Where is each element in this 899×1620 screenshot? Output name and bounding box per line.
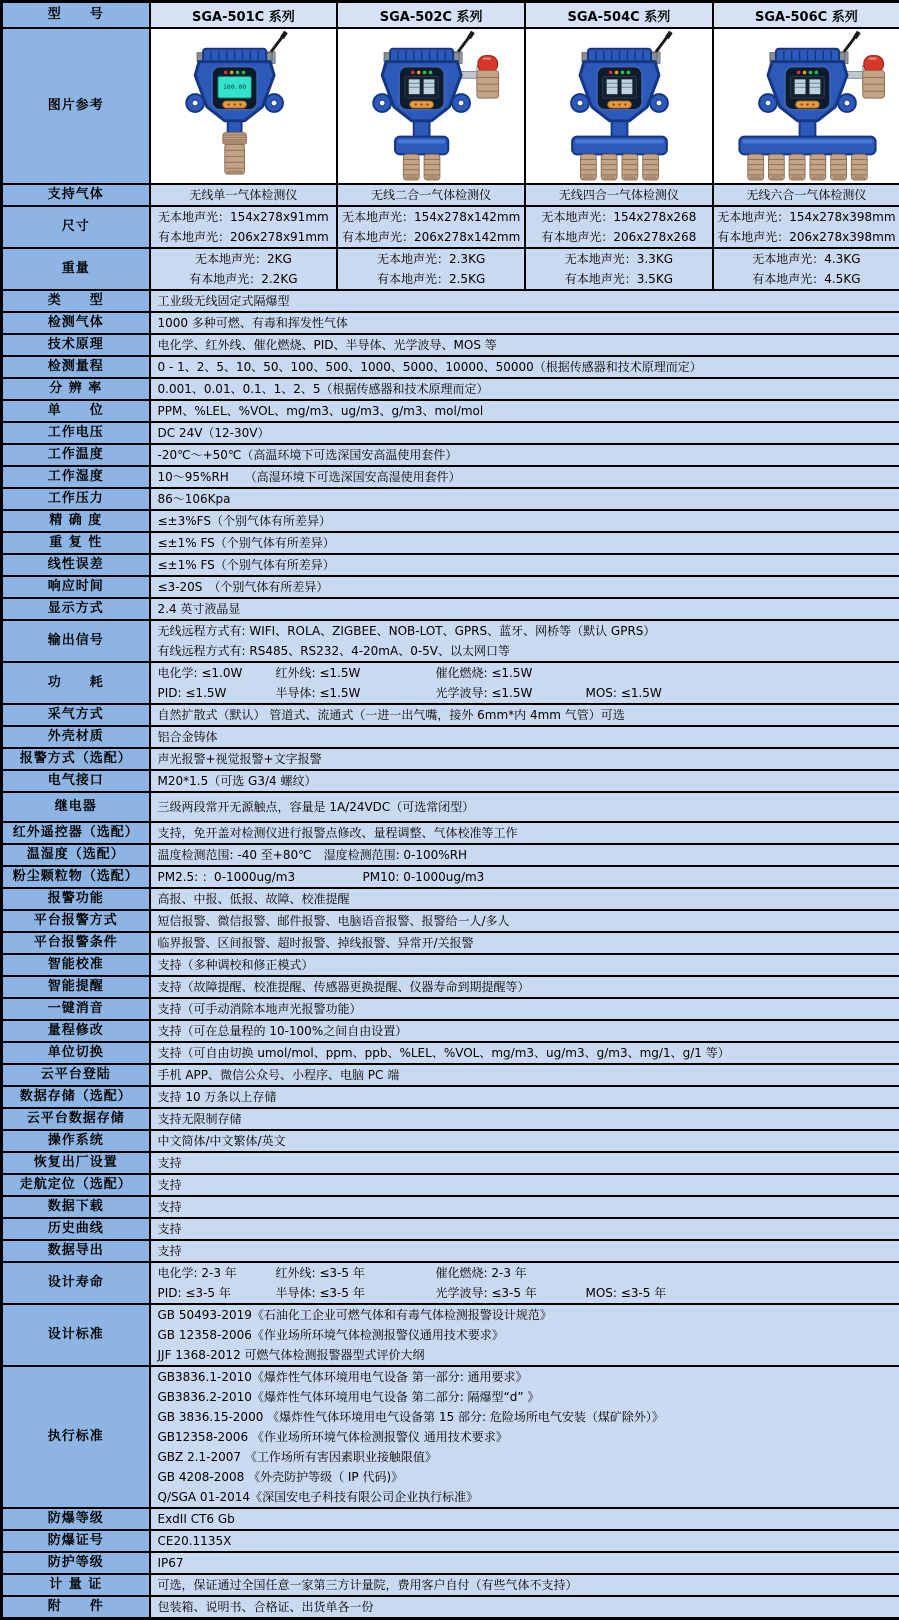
value-line: 支持，免开盖对检测仪进行报警点修改、量程调整、气体校准等工作	[158, 823, 893, 843]
value-segment: 半导体: ≤1.5W	[276, 683, 436, 703]
value-segment: MOS: ≤3-5 年	[586, 1283, 667, 1303]
row-value	[150, 1366, 899, 1508]
weight-row-value	[337, 248, 525, 290]
value-line: 有本地声光：206x278x91mm	[153, 227, 335, 247]
row-label: 图片参考	[2, 28, 150, 184]
value-line: PPM、%LEL、%VOL、mg/m3、ug/m3、g/m3、mol/mol	[158, 401, 893, 421]
row-label: 分 辨 率	[2, 378, 150, 400]
row-label: 云平台登陆	[2, 1064, 150, 1086]
row-label: 云平台数据存储	[2, 1108, 150, 1130]
row-label: 单位切换	[2, 1042, 150, 1064]
table-row	[2, 844, 899, 866]
support-gas-value	[337, 184, 525, 206]
value-line: 支持无限制存储	[158, 1109, 893, 1129]
row-value	[150, 290, 899, 312]
row-label: 红外遥控器（选配）	[2, 822, 150, 844]
row-label: 报警方式（选配）	[2, 748, 150, 770]
value-line: 支持	[158, 1219, 893, 1239]
row-value	[150, 1574, 899, 1596]
alarm-beacon-icon	[845, 56, 884, 98]
row-value	[150, 576, 899, 598]
row-value	[150, 554, 899, 576]
table-row	[2, 726, 899, 748]
row-label: 数据导出	[2, 1240, 150, 1262]
support-gas-value	[713, 184, 899, 206]
value-line: 温度检测范围: -40 至+80℃ 湿度检测范围: 0-100%RH	[158, 845, 893, 865]
row-label: 精 确 度	[2, 510, 150, 532]
row-value	[150, 356, 899, 378]
row-value	[150, 444, 899, 466]
value-line: 高报、中报、低报、故障、校准提醒	[158, 889, 893, 909]
row-value	[150, 1196, 899, 1218]
table-row	[2, 378, 899, 400]
model-header-504c: SGA-504C 系列	[525, 2, 713, 29]
value-line: CE20.1135X	[158, 1531, 893, 1551]
value-line: ≤±1% FS（个别气体有所差异）	[158, 555, 893, 575]
value-line: 支持（多种调校和修正模式）	[158, 955, 893, 975]
value-line: 有本地声光：206x278x268	[528, 227, 710, 247]
value-segment: 电化学: ≤1.0W	[158, 663, 276, 683]
value-line: ≤±3%FS（个别气体有所差异）	[158, 511, 893, 531]
row-value	[150, 726, 899, 748]
value-line: 支持（可自由切换 umol/mol、ppm、ppb、%LEL、%VOL、mg/m3、ug/m3、g/m3、mg/1、g/1 等）	[158, 1043, 893, 1063]
svg-text:100.00: 100.00	[223, 83, 246, 91]
table-row	[2, 400, 899, 422]
row-label: 粉尘颗粒物（选配）	[2, 866, 150, 888]
row-value	[150, 488, 899, 510]
value-line: 支持 10 万条以上存储	[158, 1087, 893, 1107]
value-line: M20*1.5（可选 G3/4 螺纹）	[158, 771, 893, 791]
size-row-value	[713, 206, 899, 248]
value-line: 无本地声光：2.3KG	[340, 249, 522, 269]
row-label: 恢复出厂设置	[2, 1152, 150, 1174]
row-value	[150, 334, 899, 356]
row-label: 执行标准	[2, 1366, 150, 1508]
support-gas-row	[2, 184, 899, 206]
row-value	[150, 844, 899, 866]
value-line: 有本地声光：2.5KG	[340, 269, 522, 289]
table-row	[2, 444, 899, 466]
gas-detector-4in1-icon	[526, 30, 713, 182]
value-line: IP67	[158, 1553, 893, 1573]
value-line: 支持	[158, 1153, 893, 1173]
value-line: 可选，保证通过全国任意一家第三方计量院，费用客户自付（有些气体不支持）	[158, 1575, 893, 1595]
table-row	[2, 792, 899, 822]
table-row	[2, 998, 899, 1020]
table-row	[2, 932, 899, 954]
table-row	[2, 1508, 899, 1530]
table-row	[2, 1020, 899, 1042]
value-line: -20℃～+50℃（高温环境下可选深国安高温使用套件）	[158, 445, 893, 465]
value-line: 无本地声光：154x278x142mm	[340, 207, 522, 227]
row-label: 量程修改	[2, 1020, 150, 1042]
value-segment: PM2.5: ：0-1000ug/m3	[158, 867, 363, 887]
weight-row-value	[150, 248, 338, 290]
row-value	[150, 822, 899, 844]
value-line: 支持（故障提醒、校准提醒、传感器更换提醒、仪器寿命到期提醒等）	[158, 977, 893, 997]
table-row	[2, 1552, 899, 1574]
support-gas-text: 无线二合一气体检测仪	[340, 185, 522, 205]
row-label: 计 量 证	[2, 1574, 150, 1596]
size-row-value	[525, 206, 713, 248]
weight-row-value	[525, 248, 713, 290]
support-gas-text: 无线单一气体检测仪	[153, 185, 335, 205]
table-row	[2, 1574, 899, 1596]
support-gas-value	[525, 184, 713, 206]
row-value	[150, 998, 899, 1020]
value-line: 中文简体/中文繁体/英文	[158, 1131, 893, 1151]
value-segment: 红外线: ≤3-5 年	[276, 1263, 436, 1283]
table-row	[2, 822, 899, 844]
row-label: 附 件	[2, 1596, 150, 1619]
table-row	[2, 1596, 899, 1619]
value-segment: 红外线: ≤1.5W	[276, 663, 436, 683]
row-label: 尺寸	[2, 206, 150, 248]
value-line: 无本地声光：2KG	[153, 249, 335, 269]
row-value	[150, 620, 899, 662]
value-line: DC 24V（12-30V）	[158, 423, 893, 443]
value-segment: MOS: ≤1.5W	[586, 683, 662, 703]
row-value	[150, 1530, 899, 1552]
row-label: 一键消音	[2, 998, 150, 1020]
value-line: 有本地声光：206x278x142mm	[340, 227, 522, 247]
value-line: 2.4 英寸液晶显	[158, 599, 893, 619]
row-label: 工作温度	[2, 444, 150, 466]
row-label: 重 复 性	[2, 532, 150, 554]
row-value	[150, 1174, 899, 1196]
value-line	[158, 683, 893, 703]
value-line: GB3836.1-2010《爆炸性气体环境用电气设备 第一部分: 通用要求》	[158, 1367, 893, 1387]
value-line: GB3836.2-2010《爆炸性气体环境用电气设备 第二部分: 隔爆型“d” 》	[158, 1387, 893, 1407]
row-value	[150, 1240, 899, 1262]
row-label: 平台报警条件	[2, 932, 150, 954]
value-line: 三级两段常开无源触点，容量是 1A/24VDC（可选常闭型）	[158, 797, 893, 817]
table-row	[2, 1196, 899, 1218]
value-line: 支持（可手动消除本地声光报警功能）	[158, 999, 893, 1019]
value-line	[158, 1263, 893, 1283]
header-label: 型 号	[2, 2, 150, 29]
value-line: 无本地声光：4.3KG	[716, 249, 897, 269]
device-image-cell	[713, 28, 899, 184]
gas-detector-2in1-icon	[338, 30, 525, 182]
table-row	[2, 1240, 899, 1262]
row-value	[150, 748, 899, 770]
table-row	[2, 620, 899, 662]
row-value	[150, 1596, 899, 1619]
size-row-value	[150, 206, 338, 248]
table-row	[2, 576, 899, 598]
spec-table-body	[2, 28, 899, 1619]
value-line: 电化学、红外线、催化燃烧、PID、半导体、光学波导、MOS 等	[158, 335, 893, 355]
row-value	[150, 598, 899, 620]
value-line: 0.001、0.01、0.1、1、2、5（根据传感器和技术原理而定）	[158, 379, 893, 399]
row-value	[150, 792, 899, 822]
row-value	[150, 1304, 899, 1366]
row-value	[150, 662, 899, 704]
value-line: 有本地声光：2.2KG	[153, 269, 335, 289]
value-segment: PID: ≤1.5W	[158, 683, 276, 703]
model-header-502c: SGA-502C 系列	[337, 2, 525, 29]
row-label: 设计寿命	[2, 1262, 150, 1304]
table-row	[2, 954, 899, 976]
row-label: 采气方式	[2, 704, 150, 726]
gas-detector-6in1-icon	[714, 30, 899, 182]
table-row	[2, 888, 899, 910]
row-label: 防护等级	[2, 1552, 150, 1574]
row-value	[150, 400, 899, 422]
row-value	[150, 888, 899, 910]
row-value	[150, 932, 899, 954]
row-value	[150, 378, 899, 400]
value-line: 支持	[158, 1175, 893, 1195]
row-value	[150, 704, 899, 726]
table-row	[2, 1366, 899, 1508]
row-label: 温湿度（选配）	[2, 844, 150, 866]
value-line: 无本地声光：154x278x91mm	[153, 207, 335, 227]
table-row	[2, 910, 899, 932]
table-row	[2, 334, 899, 356]
value-line: 无本地声光：154x278x268	[528, 207, 710, 227]
row-label: 支持气体	[2, 184, 150, 206]
value-line: 支持	[158, 1241, 893, 1261]
row-label: 平台报警方式	[2, 910, 150, 932]
table-row	[2, 662, 899, 704]
table-row	[2, 312, 899, 334]
row-label: 数据下载	[2, 1196, 150, 1218]
gas-detector-single-icon	[151, 30, 338, 182]
table-row	[2, 770, 899, 792]
row-value	[150, 1042, 899, 1064]
table-row	[2, 1262, 899, 1304]
row-value	[150, 954, 899, 976]
row-label: 历史曲线	[2, 1218, 150, 1240]
value-line: Q/SGA 01-2014《深国安电子科技有限公司企业执行标准》	[158, 1487, 893, 1507]
value-line: 包装箱、说明书、合格证、出货单各一份	[158, 1597, 893, 1617]
value-line	[158, 1283, 893, 1303]
row-label: 报警功能	[2, 888, 150, 910]
value-line	[158, 867, 893, 887]
value-segment: PID: ≤3-5 年	[158, 1283, 276, 1303]
value-line: 工业级无线固定式隔爆型	[158, 291, 893, 311]
row-label: 工作湿度	[2, 466, 150, 488]
size-row	[2, 206, 899, 248]
table-row	[2, 1174, 899, 1196]
row-label: 响应时间	[2, 576, 150, 598]
row-value	[150, 1108, 899, 1130]
row-value	[150, 1064, 899, 1086]
value-line: GB 12358-2006《作业场所环境气体检测报警仪通用技术要求》	[158, 1325, 893, 1345]
value-line	[158, 663, 893, 683]
row-value	[150, 1020, 899, 1042]
row-label: 重量	[2, 248, 150, 290]
row-label: 走航定位（选配）	[2, 1174, 150, 1196]
row-label: 工作电压	[2, 422, 150, 444]
value-segment: 电化学: 2-3 年	[158, 1263, 276, 1283]
table-row	[2, 1130, 899, 1152]
row-value	[150, 1218, 899, 1240]
value-line: 自然扩散式（默认） 管道式、流通式（一进一出气嘴，接外 6mm*内 4mm 气管）可选	[158, 705, 893, 725]
row-value	[150, 1552, 899, 1574]
alarm-beacon-icon	[459, 56, 498, 98]
value-line: GB 50493-2019《石油化工企业可燃气体和有毒气体检测报警设计规范》	[158, 1305, 893, 1325]
row-label: 电气接口	[2, 770, 150, 792]
row-value	[150, 1262, 899, 1304]
value-line: 声光报警+视觉报警+文字报警	[158, 749, 893, 769]
value-line: 1000 多种可燃、有毒和挥发性气体	[158, 313, 893, 333]
table-row	[2, 1304, 899, 1366]
row-label: 智能校准	[2, 954, 150, 976]
value-line: 10～95%RH （高湿环境下可选深国安高湿使用套件）	[158, 467, 893, 487]
table-row	[2, 510, 899, 532]
support-gas-value	[150, 184, 338, 206]
value-line: 支持	[158, 1197, 893, 1217]
device-image-cell	[337, 28, 525, 184]
value-line: GBZ 2.1-2007 《工作场所有害因素职业接触限值》	[158, 1447, 893, 1467]
value-segment: 催化燃烧: ≤1.5W	[436, 663, 533, 683]
table-row	[2, 356, 899, 378]
table-row	[2, 1042, 899, 1064]
value-line: GB12358-2006 《作业场所环境气体检测报警仪 通用技术要求》	[158, 1427, 893, 1447]
table-row	[2, 1108, 899, 1130]
value-line: GB 4208-2008 《外壳防护等级（ IP 代码)》	[158, 1467, 893, 1487]
row-label: 操作系统	[2, 1130, 150, 1152]
table-row	[2, 748, 899, 770]
model-header-501c: SGA-501C 系列	[150, 2, 338, 29]
row-label: 检测气体	[2, 312, 150, 334]
row-value	[150, 312, 899, 334]
row-label: 线性误差	[2, 554, 150, 576]
value-line: 手机 APP、微信公众号、小程序、电脑 PC 端	[158, 1065, 893, 1085]
row-label: 检测量程	[2, 356, 150, 378]
value-line: 临界报警、区间报警、超时报警、掉线报警、异常开/关报警	[158, 933, 893, 953]
value-line: ≤±1% FS（个别气体有所差异）	[158, 533, 893, 553]
value-line: 支持（可在总量程的 10-100%之间自由设置）	[158, 1021, 893, 1041]
value-line: 无本地声光：3.3KG	[528, 249, 710, 269]
value-segment: 催化燃烧: 2-3 年	[436, 1263, 527, 1283]
model-header-506c: SGA-506C 系列	[713, 2, 899, 29]
row-value	[150, 532, 899, 554]
table-row	[2, 976, 899, 998]
row-label: 继电器	[2, 792, 150, 822]
row-label: 智能提醒	[2, 976, 150, 998]
value-line: 有本地声光：3.5KG	[528, 269, 710, 289]
device-image-cell	[150, 28, 338, 184]
value-segment: 半导体: ≤3-5 年	[276, 1283, 436, 1303]
row-value	[150, 1130, 899, 1152]
table-row	[2, 532, 899, 554]
row-value	[150, 422, 899, 444]
value-line: ExdII CT6 Gb	[158, 1509, 893, 1529]
row-value	[150, 510, 899, 532]
row-label: 类 型	[2, 290, 150, 312]
row-label: 外壳材质	[2, 726, 150, 748]
table-row	[2, 1086, 899, 1108]
row-value	[150, 466, 899, 488]
value-line: 短信报警、微信报警、邮件报警、电脑语音报警、报警给一人/多人	[158, 911, 893, 931]
table-row	[2, 554, 899, 576]
value-line: GB 3836.15-2000 《爆炸性气体环境用电气设备第 15 部分: 危险场所电气安装（煤矿除外）》	[158, 1407, 893, 1427]
row-label: 工作压力	[2, 488, 150, 510]
table-row	[2, 488, 899, 510]
row-value	[150, 1086, 899, 1108]
support-gas-text: 无线四合一气体检测仪	[528, 185, 710, 205]
weight-row	[2, 248, 899, 290]
value-line: 有本地声光：206x278x398mm	[716, 227, 897, 247]
device-image-cell	[525, 28, 713, 184]
row-label: 技术原理	[2, 334, 150, 356]
table-row	[2, 1064, 899, 1086]
row-label: 输出信号	[2, 620, 150, 662]
table-row	[2, 1152, 899, 1174]
header-row	[2, 2, 899, 29]
row-value	[150, 770, 899, 792]
size-row-value	[337, 206, 525, 248]
row-label: 数据存储（选配）	[2, 1086, 150, 1108]
value-line: 86～106Kpa	[158, 489, 893, 509]
support-gas-text: 无线六合一气体检测仪	[716, 185, 897, 205]
row-value	[150, 866, 899, 888]
weight-row-value	[713, 248, 899, 290]
value-line: 有本地声光：4.5KG	[716, 269, 897, 289]
table-row	[2, 1218, 899, 1240]
row-value	[150, 1508, 899, 1530]
value-segment: PM10: 0-1000ug/m3	[363, 867, 485, 887]
value-line: 无本地声光：154x278x398mm	[716, 207, 897, 227]
value-line: 无线远程方式有: WIFI、ROLA、ZIGBEE、NOB-LOT、GPRS、蓝牙、网桥等（默认 GPRS）	[158, 621, 893, 641]
table-row	[2, 598, 899, 620]
value-line: 铝合金铸体	[158, 727, 893, 747]
row-value	[150, 976, 899, 998]
table-row	[2, 1530, 899, 1552]
image-row	[2, 28, 899, 184]
value-segment: 光学波导: ≤3-5 年	[436, 1283, 586, 1303]
row-label: 单 位	[2, 400, 150, 422]
row-label: 显示方式	[2, 598, 150, 620]
row-label: 功 耗	[2, 662, 150, 704]
table-row	[2, 466, 899, 488]
value-line: ≤3-20S （个别气体有所差异）	[158, 577, 893, 597]
table-row	[2, 866, 899, 888]
row-label: 设计标准	[2, 1304, 150, 1366]
value-line: 0 - 1、2、5、10、50、100、500、1000、5000、10000、50000（根据传感器和技术原理而定）	[158, 357, 893, 377]
table-row	[2, 704, 899, 726]
value-line: 有线远程方式有: RS485、RS232、4-20mA、0-5V、以太网口等	[158, 641, 893, 661]
table-row	[2, 422, 899, 444]
row-value	[150, 1152, 899, 1174]
value-line: JJF 1368-2012 可燃气体检测报警器型式评价大纲	[158, 1345, 893, 1365]
value-segment: 光学波导: ≤1.5W	[436, 683, 586, 703]
row-value	[150, 910, 899, 932]
row-label: 防爆证号	[2, 1530, 150, 1552]
row-label: 防爆等级	[2, 1508, 150, 1530]
table-row	[2, 290, 899, 312]
